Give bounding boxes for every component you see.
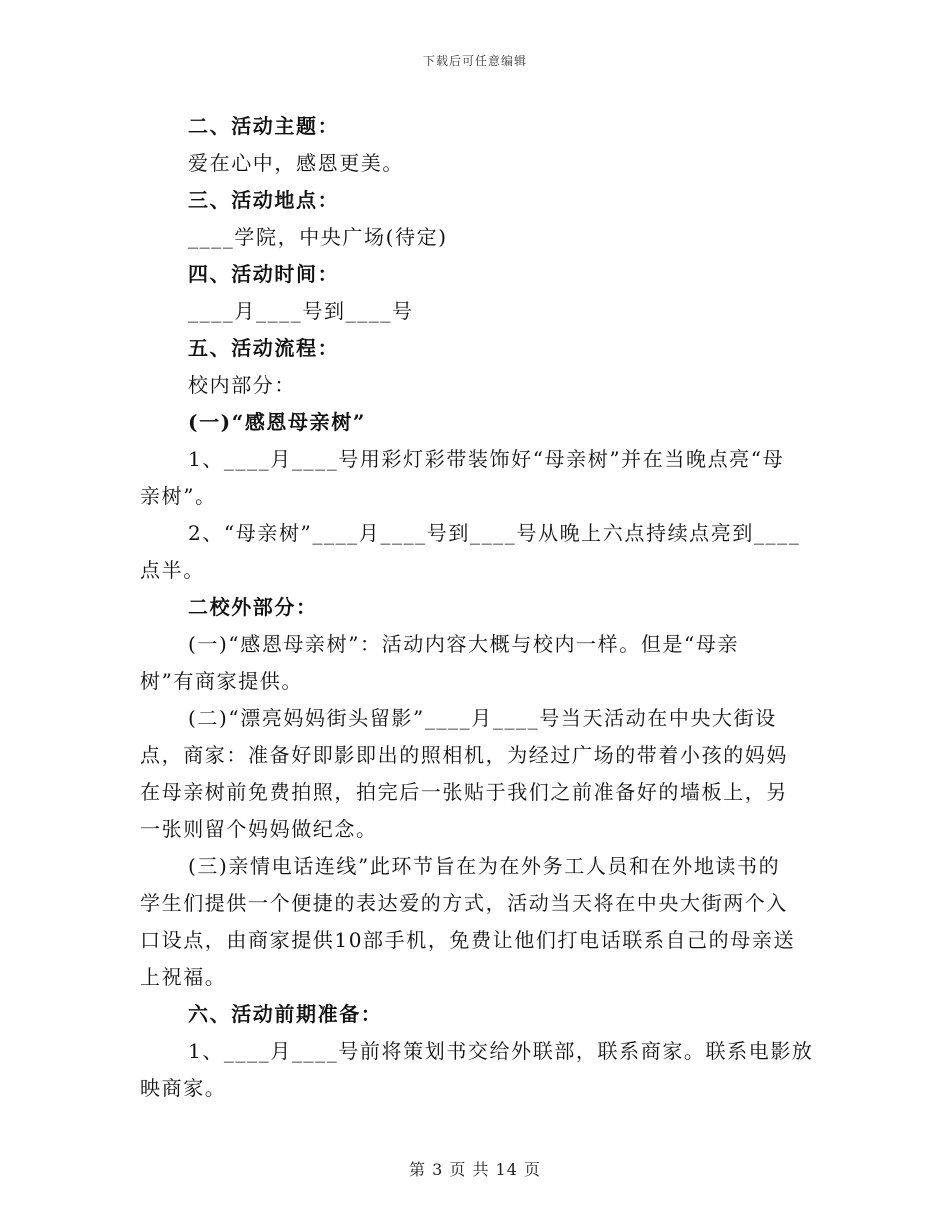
body-text: 点半。: [140, 558, 205, 582]
body-text: ____学院，中央广场(待定): [188, 225, 448, 249]
body-text: (二)“漂亮妈妈街头留影”____月____号当天活动在中央大街设: [188, 706, 777, 730]
section-heading: 三、活动地点：: [188, 188, 340, 212]
body-text: 1、____月____号前将策划书交给外联部，联系商家。联系电影放: [188, 1039, 814, 1063]
body-text: 映商家。: [140, 1076, 227, 1100]
page-footer: 第 3 页 共 14 页: [409, 1160, 541, 1179]
subsection-heading: 二校外部分：: [188, 595, 318, 619]
document-body: [140, 108, 814, 1107]
section-heading: 二、活动主题：: [188, 114, 340, 138]
body-text: 上祝福。: [140, 965, 227, 989]
body-text: 口设点，由商家提供10部手机，免费让他们打电话联系自己的母亲送: [140, 928, 796, 952]
body-text: 1、____月____号用彩灯彩带装饰好“母亲树”并在当晚点亮“母: [188, 447, 785, 471]
body-text: 2、“母亲树”____月____号到____号从晚上六点持续点亮到____: [188, 521, 801, 545]
body-text: ____月____号到____号: [188, 299, 414, 323]
body-text: 爱在心中，感恩更美。: [188, 151, 404, 175]
body-text: (三)亲情电话连线”此环节旨在为在外务工人员和在外地读书的: [188, 854, 781, 878]
section-heading: 六、活动前期准备：: [188, 1002, 383, 1026]
body-text: 树”有商家提供。: [140, 669, 304, 693]
body-text: 点，商家：准备好即影即出的照相机，为经过广场的带着小孩的妈妈: [140, 743, 788, 767]
body-text: (一)“感恩母亲树”：活动内容大概与校内一样。但是“母亲: [188, 632, 740, 656]
body-text: 在母亲树前免费拍照，拍完后一张贴于我们之前准备好的墙板上，另: [140, 780, 788, 804]
section-heading: 五、活动流程：: [188, 336, 340, 360]
body-text: 一张则留个妈妈做纪念。: [140, 817, 378, 841]
body-text: 校内部分：: [188, 373, 296, 397]
body-text: 亲树”。: [140, 484, 217, 508]
section-heading: 四、活动时间：: [188, 262, 340, 286]
subsection-heading: (一)“感恩母亲树”: [188, 410, 366, 434]
page-header: 下载后可任意编辑: [422, 54, 527, 68]
body-text: 学生们提供一个便捷的表达爱的方式，活动当天将在中央大街两个入: [140, 891, 788, 915]
